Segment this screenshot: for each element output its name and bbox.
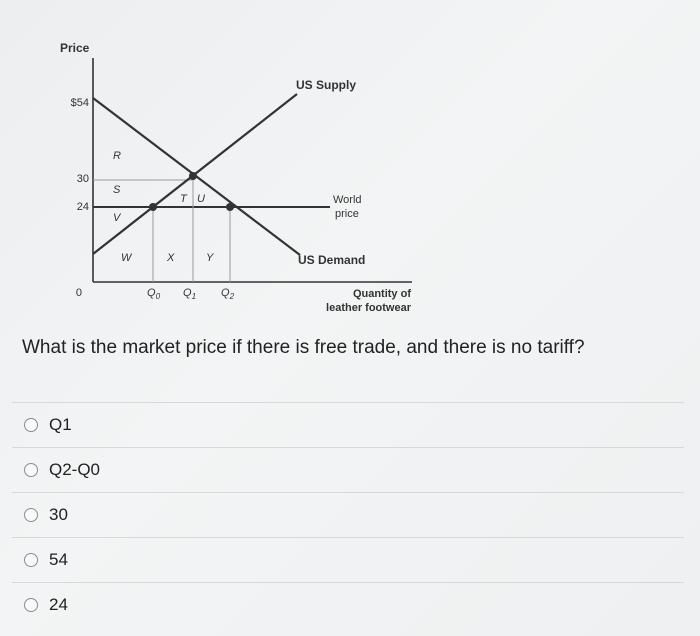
demand-world-price-point xyxy=(226,203,234,211)
q1-label: $Q_1$ xyxy=(183,287,197,301)
option-label: Q2-Q0 xyxy=(49,460,101,479)
option-q1[interactable] xyxy=(0,403,700,447)
area-t-label: T xyxy=(180,193,187,205)
y-axis-title: Price xyxy=(60,41,90,55)
area-r-label: R xyxy=(113,150,121,162)
radio-button[interactable] xyxy=(24,598,38,612)
radio-button[interactable] xyxy=(24,553,38,567)
radio-button[interactable] xyxy=(24,508,38,522)
area-v-label: V xyxy=(113,212,121,224)
option-label: 30 xyxy=(49,505,68,524)
radio-button[interactable] xyxy=(24,463,38,477)
area-s-label: S xyxy=(113,184,121,196)
demand-label: US Demand xyxy=(298,253,366,267)
answer-options xyxy=(0,402,700,627)
option-24[interactable] xyxy=(0,583,700,627)
option-30[interactable] xyxy=(0,493,700,537)
equilibrium-point xyxy=(189,172,197,180)
area-w-label: W xyxy=(121,252,132,264)
option-q2-q0[interactable] xyxy=(0,448,700,492)
price-30-label: 30 xyxy=(76,173,89,185)
world-price-label-line2: price xyxy=(335,208,359,220)
area-x-label: X xyxy=(167,252,175,264)
price-54-label: $54 xyxy=(70,97,89,109)
origin-label: 0 xyxy=(75,287,82,299)
area-y-label: Y xyxy=(206,252,214,264)
q0-label: $Q_0$ xyxy=(147,287,161,301)
x-axis-title-line2: leather footwear xyxy=(326,302,411,314)
option-label: 24 xyxy=(49,595,68,614)
price-24-label: 24 xyxy=(76,201,89,213)
radio-button[interactable] xyxy=(24,418,38,432)
supply-world-price-point xyxy=(149,203,157,211)
x-axis-title-line1: Quantity of xyxy=(352,288,411,300)
option-54[interactable] xyxy=(0,538,700,582)
option-label: 54 xyxy=(49,550,68,569)
supply-label: US Supply xyxy=(296,78,357,92)
area-u-label: U xyxy=(197,193,205,205)
world-price-label-line1: World xyxy=(333,194,362,206)
question-text: What is the market price if there is free trade, and there is no tariff? xyxy=(22,337,585,358)
option-label: Q1 xyxy=(49,415,72,434)
q2-label: $Q_2$ xyxy=(221,287,235,301)
